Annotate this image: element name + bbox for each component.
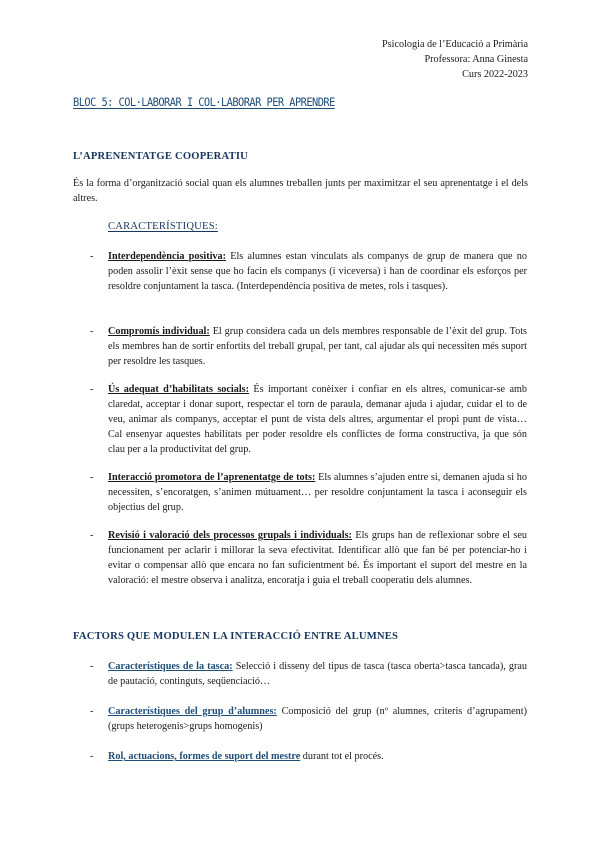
item-text: És important conèixer i confiar en els altres, comunicar-se amb claredat, acceptar i donar suport, respectar el torn de paraula, demanar ajuda i ajudar, cuidar el to de veu, animar als companys, acceptar el punt de vista dels altres, argumentar el propi punt de vista… Cal ensenyar aquestes habilitats per poder resoldre els conflictes de forma constructiva, ja que són clau per a la productivitat del grup. [108,384,527,455]
item-text: Els alumnes s’ajuden entre si, demanen ajuda si ho necessiten, s’encoratgen, s’animen mútuament… per resoldre conjuntament la tasca i aconseguir els objectius del grup. [108,472,527,513]
item-term: Revisió i valoració dels processos grupals i individuals: [108,530,352,541]
item-term: Rol, actuacions, formes de suport del mestre [108,751,301,762]
teacher-name: Professora: Anna Ginesta [424,54,528,65]
item-term: Interdependència positiva: [108,251,227,262]
item-term: Característiques de la tasca: [108,661,233,672]
item-text: Composició del grup (nº alumnes, criteris d’agrupament) (grups heterogenis>grups homogenis) [108,706,527,732]
item-term: Característiques del grup d’alumnes: [108,706,277,717]
section-title-interaction-factors: FACTORS QUE MODULEN LA INTERACCIÓ ENTRE ALUMNES [73,631,399,642]
item-text: Els alumnes estan vinculats als companys de grup de manera que no poden assolir l’èxit sense que ho facin els companys (i viceversa) i han de coordinar els esforços per resoldre conjuntament la tasca. (Interdependència positiva de metes, rols i tasques). [108,251,527,292]
course-year: Curs 2022-2023 [462,69,528,80]
item-text: Els grups han de reflexionar sobre el seu funcionament per aclarir i millorar la seva efectivitat. Identificar allò que fan bé per potenciar-ho i evitar o compensar allò que encara no fan suficientment bé. És important el suport del mestre en la valoració: el mestre observa i analitza, encoratja i guia el treball cooperatiu dels alumnes. [108,530,527,586]
item-text: durant tot el procés. [300,751,384,762]
section-title-cooperative-learning: L’APRENENTATGE COOPERATIU [73,151,249,162]
intro-paragraph: És la forma d’organització social quan els alumnes treballen junts per maximitzar el seu aprenentatge i el dels altres. [73,178,528,204]
characteristics-subheading: CARACTERÍSTIQUES: [108,221,218,232]
course-name: Psicologia de l’Educació a Primària [382,39,528,50]
item-term: Interacció promotora de l’aprenentatge de tots: [108,472,316,483]
bloc-title: BLOC 5: COL·LABORAR I COL·LABORAR PER APRENDRE [73,95,335,109]
item-text: El grup considera cada un dels membres responsable de l’èxit del grup. Tots els membres han de sortir enfortits del treball grupal, per tant, cal ajudar als qui necessiten més suport per resoldre les tasques. [108,326,527,367]
item-term: Ús adequat d’habilitats socials: [108,384,250,395]
document-page: Psicologia de l’Educació a Primària Professora: Anna Ginesta Curs 2022-2023 BLOC 5: COL·LABORAR I COL·LABORAR PER APRENDRE L’APRENENTATGE COOPERATIU És la forma d’organització social quan els alumnes treballen junts per maximitzar el seu aprenentatge i el dels altres. CARACTERÍSTIQUES: - Interdependència positiva: Els alumnes estan vinculats als companys de grup de manera que no poden assolir l’èxit sense que ho facin els companys (i viceversa) i han de coordinar els esforços per resoldre conjuntament la tasca. (Interdependència positiva de metes, rols i tasques). - Compromís individual: El grup considera cada un dels membres responsable de l’èxit del grup. Tots els membres han de sortir enfortits del treball grupal, per tant, cal ajudar als qui necessiten més suport per resoldre les tasques. - Ús adequat d’habilitats socials: És important conèixer i confiar en els altres, comunicar-se amb claredat, acceptar i donar suport, respectar el torn de paraula, demanar ajuda i ajudar, cuidar el to de veu, animar als companys, acceptar el punt de vista dels altres, argumentar el propi punt de vista… Cal ensenyar aquestes habilitats per poder resoldre els conflictes de forma constructiva, ja que són clau per a la productivitat del grup. - Interacció promotora de l’aprenentatge de tots: Els alumnes s’ajuden entre si, demanen ajuda si ho necessiten, s’encoratgen, s’animen mútuament… per resoldre conjuntament la tasca i aconseguir els objectius del grup. - Revisió i valoració dels processos grupals i individuals: Els grups han de reflexionar sobre el seu funcionament per aclarir i millorar la seva efectivitat. Identificar allò que fan bé per potenciar-ho i evitar o compensar allò que encara no fan suficientment bé. És important el suport del mestre en la valoració: el mestre observa i analitza, encoratja i guia el treball cooperatiu dels alumnes. FACTORS QUE MODULEN LA INTERACCIÓ ENTRE ALUMNES - Característiques de la tasca: Selecció i disseny del tipus de tasca (tasca oberta>tasca tancada), grau de pautació, continguts, seqüenciació… - Característiques del grup d’alumnes: Composició del grup (nº alumnes, criteris d’agrupament) (grups heterogenis>grups homogenis) - Rol, actuacions, formes de suport del mestre durant tot el procés. [73,39,528,762]
item-term: Compromís individual: [108,326,210,337]
item-text: Selecció i disseny del tipus de tasca (tasca oberta>tasca tancada), grau de pautació, continguts, seqüenciació… [108,661,527,687]
document-header [382,37,528,82]
